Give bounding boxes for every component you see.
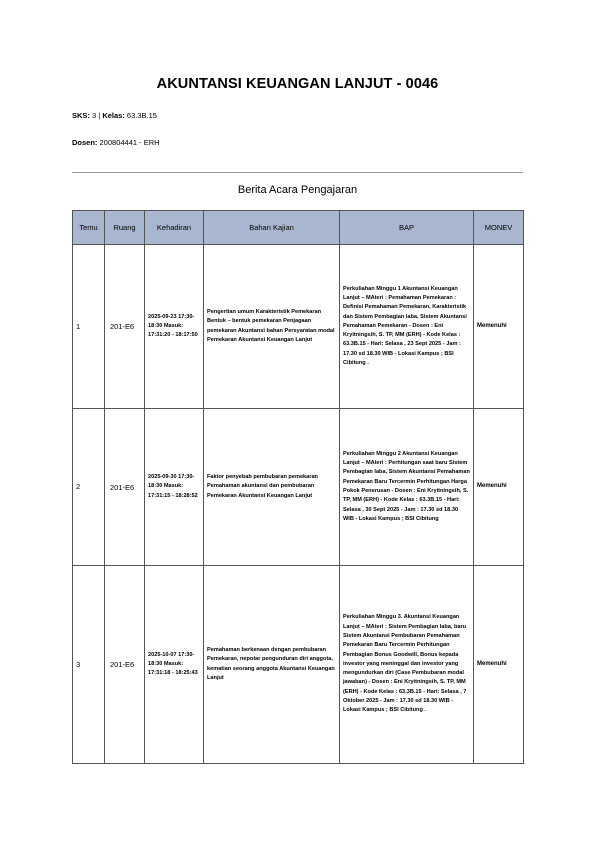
dosen-label: Dosen: — [72, 138, 98, 147]
cell-kehadiran: 2025-09-30 17:30-18:30 Masuk: 17:31:15 - 18:28:52 — [145, 409, 204, 566]
sks-label: SKS: — [72, 111, 90, 120]
cell-bahan-kajian: Pengertian umum Karakteristik Pemekaran Bentuk – bentuk pemekaran Penjagaan pemekaran Akuntansi bahan Persyaratan modal Pemekaran Akuntansi Keuangan Lanjut — [204, 245, 340, 409]
sks-value: 3 | — [92, 111, 101, 120]
cell-bap: Perkuliahan Minggu 1 Akuntansi Keuangan Lanjut – MAteri : Pemahaman Pemekaran : Definisi Pemahaman Pemekaran, Karakteristik dan Sistem Pembagian laba, Sistem Akuntansi Pemahaman Pemekaran - Dosen : Eni Kryitningsih, S. TP, MM (ERH) - Kode Kelas : 63.3B.15 - Hari: Selasa , 23 Sept 2025 - Jam : 17.30 sd 18.30 WIB - Lokasi Kampus ; BSI Cibitung . — [340, 245, 474, 409]
kelas-value: 63.3B.15 — [126, 111, 157, 120]
cell-monev: Memenuhi — [474, 409, 524, 566]
header-temu: Temu — [73, 211, 105, 245]
cell-ruang: 201-E6 — [105, 409, 145, 566]
cell-temu: 3 — [73, 566, 105, 764]
header-bahan-kajian: Bahan Kajian — [204, 211, 340, 245]
cell-ruang: 201-E6 — [105, 566, 145, 764]
cell-monev: Memenuhi — [474, 245, 524, 409]
table-row — [73, 566, 524, 764]
cell-ruang: 201-E6 — [105, 245, 145, 409]
header-ruang: Ruang — [105, 211, 145, 245]
cell-temu: 2 — [73, 409, 105, 566]
header-bap: BAP — [340, 211, 474, 245]
cell-bahan-kajian: Pemahaman berkenaan dengan pembubaran Pemekaran, nepotar pengunduran diri anggota, kematian seorang anggota Akuntansi Keuangan Lanjut — [204, 566, 340, 764]
cell-kehadiran: 2025-10-07 17:30-18:30 Masuk: 17:31:18 - 18:25:43 — [145, 566, 204, 764]
cell-bahan-kajian: Faktor penyebab pembubaran pemekaran Pemahaman akuntansi dan pembubaran Pemekaran Akuntansi Keuangan Lanjut — [204, 409, 340, 566]
cell-temu: 1 — [73, 245, 105, 409]
lecturer-info — [72, 138, 160, 147]
divider — [72, 172, 523, 173]
header-monev: MONEV — [474, 211, 524, 245]
table-header-row — [73, 211, 524, 245]
bap-table — [72, 210, 524, 764]
section-title: Berita Acara Pengajaran — [237, 184, 358, 196]
course-info — [72, 111, 157, 120]
document-title: AKUNTANSI KEUANGAN LANJUT - 0046 — [156, 76, 439, 92]
table-row — [73, 409, 524, 566]
kelas-label: Kelas: — [102, 111, 125, 120]
table-row — [73, 245, 524, 409]
cell-bap: Perkuliahan Minggu 3. Akuntansi Keuangan Lanjut – MAteri : Sistem Pembagian laba, baru Sistem Akuntansi Pembubaran Pemahaman Pemekaran Baru Tercermin Perhitungan Pembagian Bonus Goodwill, Bonus kepada investor yang meninggal dan investor yang mengundurkan diri (Case Pembubaran modal jawaban) - Dosen : Eni Kryitningsih, S. TP, MM (ERH) - Kode Kelas : 63.3B.15 - Hari: Selasa , 7 Oktober 2025 - Jam : 17.30 sd 18.30 WIB - Lokasi Kampus ; BSI Cibitung . — [340, 566, 474, 764]
cell-kehadiran: 2025-09-23 17:30-18:30 Masuk: 17:31:20 - 18:17:50 — [145, 245, 204, 409]
cell-monev: Memenuhi — [474, 566, 524, 764]
header-kehadiran: Kehadiran — [145, 211, 204, 245]
cell-bap: Perkuliahan Minggu 2 Akuntansi Keuangan Lanjut – MAteri : Perhitungan saat baru Sistem Pembagian laba, Sistem Akuntansi Pemahaman Pemekaran Baru Tercermin Perhitungan Harga Pokok Penerusan - Dosen : Eni Kryitningsih, S. TP, MM (ERH) - Kode Kelas : 63.3B.15 - Hari: Selasa , 30 Sept 2025 - Jam : 17.30 sd 18.30 WIB - Lokasi Kampus ; BSI Cibitung — [340, 409, 474, 566]
dosen-value: 200804441 - ERH — [99, 138, 160, 147]
